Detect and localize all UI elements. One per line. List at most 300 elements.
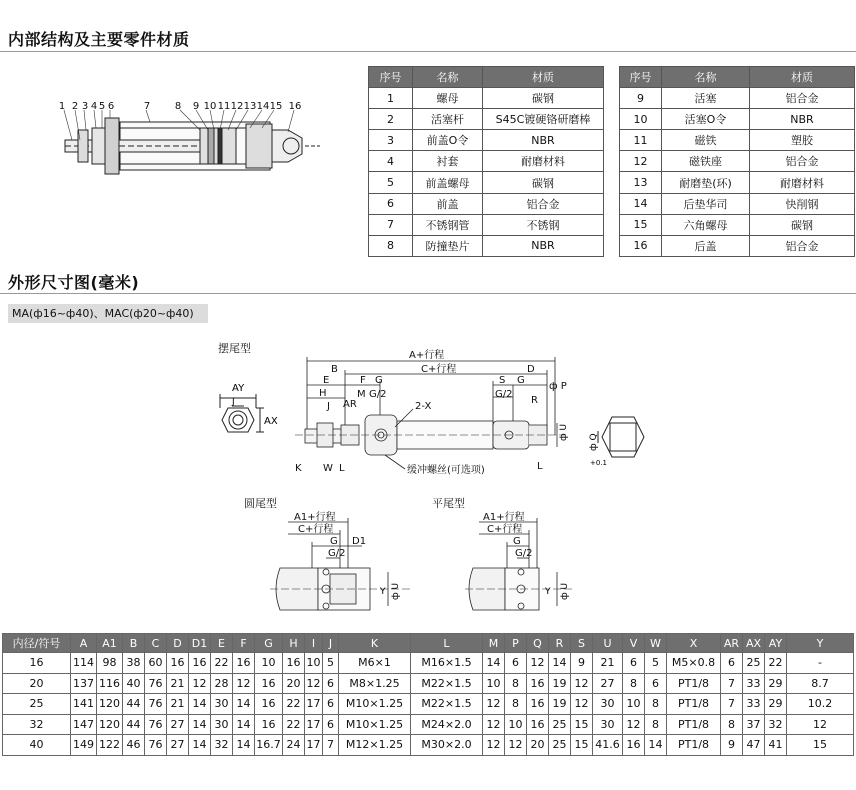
- header-cell: E: [211, 634, 233, 653]
- table-cell: 6: [369, 193, 413, 214]
- table-cell: 碳钢: [750, 214, 855, 235]
- table-cell: 16: [255, 673, 283, 694]
- table-cell: 16: [623, 735, 645, 756]
- table-cell: 12: [189, 673, 211, 694]
- dim-letter: G/2: [515, 548, 533, 559]
- table-cell: 磁铁座: [662, 151, 750, 172]
- table-cell: 10: [483, 673, 505, 694]
- part-number-label: 2: [71, 101, 79, 112]
- table-cell: 碳钢: [483, 172, 604, 193]
- table-cell: 17: [305, 714, 323, 735]
- table-cell: 6: [323, 694, 339, 715]
- dim-letter: B: [331, 364, 338, 375]
- dim-letter: L: [339, 463, 345, 474]
- table-cell: 19: [549, 673, 571, 694]
- table-cell: 25: [549, 714, 571, 735]
- table-cell: 40: [123, 673, 145, 694]
- table-cell: 耐磨材料: [750, 172, 855, 193]
- table-cell: 16: [255, 694, 283, 715]
- table-cell: 28: [211, 673, 233, 694]
- table-row: [3, 653, 854, 674]
- table-cell: 33: [743, 694, 765, 715]
- header-cell: B: [123, 634, 145, 653]
- table-row: [620, 109, 855, 130]
- parts-header-row: [369, 67, 604, 88]
- table-cell: 9: [721, 735, 743, 756]
- table-row: [620, 172, 855, 193]
- header-cell: AX: [743, 634, 765, 653]
- table-cell: 8: [623, 673, 645, 694]
- table-cell: 不锈钢: [483, 214, 604, 235]
- table-cell: 前盖O令: [413, 130, 483, 151]
- section-title-structure: 内部结构及主要零件材质: [8, 30, 190, 49]
- section-title-dimensions: 外形尺寸图(毫米): [8, 273, 140, 292]
- table-row: [369, 214, 604, 235]
- table-cell: 21: [167, 694, 189, 715]
- header-cell: Q: [527, 634, 549, 653]
- table-row: [369, 88, 604, 109]
- table-cell: 8: [645, 714, 667, 735]
- section-divider: [0, 51, 856, 52]
- table-cell: 活塞O令: [662, 109, 750, 130]
- table-cell: 120: [97, 694, 123, 715]
- part-number-label: 12: [230, 101, 244, 112]
- table-cell: 14: [549, 653, 571, 674]
- table-cell: 5: [369, 172, 413, 193]
- header-cell: 序号: [369, 67, 413, 88]
- table-cell: 141: [71, 694, 97, 715]
- table-cell: 32: [3, 714, 71, 735]
- header-cell: D1: [189, 634, 211, 653]
- table-row: [369, 130, 604, 151]
- table-cell: 8.7: [787, 673, 854, 694]
- table-cell: 10: [623, 694, 645, 715]
- table-cell: 21: [593, 653, 623, 674]
- table-cell: 17: [305, 694, 323, 715]
- table-cell: 12: [787, 714, 854, 735]
- table-cell: 25: [743, 653, 765, 674]
- header-cell: A1: [97, 634, 123, 653]
- table-cell: 22: [283, 694, 305, 715]
- part-number-label: 1: [58, 101, 66, 112]
- table-cell: M22×1.5: [411, 694, 483, 715]
- table-cell: M5×0.8: [667, 653, 721, 674]
- table-cell: 12: [623, 714, 645, 735]
- table-cell: 16: [255, 714, 283, 735]
- part-number-label: 15: [269, 101, 283, 112]
- round-type-drawing: [270, 510, 420, 625]
- table-cell: 碳钢: [483, 88, 604, 109]
- parts-header-row: [620, 67, 855, 88]
- table-cell: M16×1.5: [411, 653, 483, 674]
- table-cell: 6: [323, 673, 339, 694]
- table-cell: 44: [123, 694, 145, 715]
- table-cell: 16: [3, 653, 71, 674]
- dim-letter: D1: [352, 536, 367, 547]
- table-cell: 16: [233, 653, 255, 674]
- buffer-screw-label: 缓冲螺丝(可选项): [407, 465, 485, 476]
- table-cell: 12: [483, 735, 505, 756]
- c-stroke-label: C+行程: [298, 524, 334, 535]
- table-cell: 76: [145, 694, 167, 715]
- table-cell: 27: [167, 735, 189, 756]
- phi-u-label: ф U: [391, 582, 401, 600]
- table-cell: 41: [765, 735, 787, 756]
- part-number-label: 7: [143, 101, 151, 112]
- table-cell: 12: [483, 694, 505, 715]
- table-cell: M22×1.5: [411, 673, 483, 694]
- table-cell: 10: [255, 653, 283, 674]
- dim-letter: S: [499, 375, 506, 386]
- table-cell: M10×1.25: [339, 694, 411, 715]
- table-row: [620, 130, 855, 151]
- table-cell: 9: [571, 653, 593, 674]
- header-cell: S: [571, 634, 593, 653]
- table-row: [3, 735, 854, 756]
- table-cell: 14: [189, 735, 211, 756]
- table-cell: 6: [721, 653, 743, 674]
- dim-letter: G: [517, 375, 525, 386]
- table-cell: 30: [211, 714, 233, 735]
- header-cell: I: [305, 634, 323, 653]
- header-cell: C: [145, 634, 167, 653]
- dim-letter: G: [375, 375, 383, 386]
- table-cell: 116: [97, 673, 123, 694]
- internal-structure-drawing: [50, 100, 325, 190]
- header-cell: M: [483, 634, 505, 653]
- table-cell: 铝合金: [483, 193, 604, 214]
- table-cell: 114: [71, 653, 97, 674]
- table-cell: 活塞杆: [413, 109, 483, 130]
- table-cell: 17: [305, 735, 323, 756]
- table-cell: 铝合金: [750, 235, 855, 256]
- table-cell: 铝合金: [750, 88, 855, 109]
- header-cell: 内径/符号: [3, 634, 71, 653]
- table-cell: 1: [369, 88, 413, 109]
- table-cell: 32: [765, 714, 787, 735]
- dim-letter: D: [527, 364, 535, 375]
- dim-letter: G: [330, 536, 338, 547]
- table-cell: 33: [743, 673, 765, 694]
- table-cell: M6×1: [339, 653, 411, 674]
- table-cell: 7: [369, 214, 413, 235]
- table-cell: PT1/8: [667, 714, 721, 735]
- table-cell: -: [787, 653, 854, 674]
- table-cell: 76: [145, 673, 167, 694]
- dim-letter: H: [319, 388, 327, 399]
- table-cell: 27: [167, 714, 189, 735]
- table-cell: 快削钢: [750, 193, 855, 214]
- dim-letter: R: [531, 395, 538, 406]
- phi-p-label: ф P: [549, 381, 567, 392]
- c-stroke-label: C+行程: [421, 364, 457, 375]
- table-cell: 3: [369, 130, 413, 151]
- table-cell: 44: [123, 714, 145, 735]
- two-x-label: 2-X: [415, 401, 432, 412]
- table-cell: 12: [483, 714, 505, 735]
- table-cell: 16: [167, 653, 189, 674]
- table-cell: 14: [189, 694, 211, 715]
- table-row: [3, 673, 854, 694]
- table-row: [369, 235, 604, 256]
- table-cell: 16: [620, 235, 662, 256]
- model-label: MA(ф16~ф40)、MAC(ф20~ф40): [8, 304, 208, 323]
- table-cell: 8: [505, 673, 527, 694]
- table-cell: 12: [233, 673, 255, 694]
- table-cell: 16: [527, 714, 549, 735]
- part-number-label: 10: [203, 101, 217, 112]
- header-cell: 材质: [483, 67, 604, 88]
- table-cell: 8: [369, 235, 413, 256]
- dim-letter: G/2: [495, 389, 513, 400]
- parts-rows: [369, 88, 604, 257]
- table-cell: 5: [645, 653, 667, 674]
- table-cell: PT1/8: [667, 694, 721, 715]
- table-row: [620, 88, 855, 109]
- header-cell: U: [593, 634, 623, 653]
- table-cell: 8: [505, 694, 527, 715]
- table-cell: 122: [97, 735, 123, 756]
- dim-letter: W: [323, 463, 333, 474]
- header-cell: P: [505, 634, 527, 653]
- part-number-label: 4: [90, 101, 98, 112]
- table-cell: 38: [123, 653, 145, 674]
- table-cell: 6: [623, 653, 645, 674]
- flat-type-drawing: [465, 510, 585, 625]
- header-cell: F: [233, 634, 255, 653]
- swing-type-drawing: [285, 345, 575, 480]
- table-cell: 76: [145, 714, 167, 735]
- table-cell: NBR: [750, 109, 855, 130]
- swing-type-label: 摆尾型: [218, 342, 251, 355]
- table-cell: 耐磨材料: [483, 151, 604, 172]
- table-cell: 19: [549, 694, 571, 715]
- round-type-label: 圆尾型: [244, 497, 277, 510]
- table-cell: 16.7: [255, 735, 283, 756]
- table-cell: PT1/8: [667, 735, 721, 756]
- part-number-label: 16: [288, 101, 302, 112]
- table-cell: 30: [593, 694, 623, 715]
- part-number-label: 13: [243, 101, 257, 112]
- table-row: [620, 193, 855, 214]
- dim-letter: M: [357, 389, 366, 400]
- table-cell: 14: [189, 714, 211, 735]
- part-number-label: 3: [81, 101, 89, 112]
- header-cell: K: [339, 634, 411, 653]
- part-number-label: 8: [174, 101, 182, 112]
- table-cell: 12: [527, 653, 549, 674]
- dimensions-table: [2, 633, 854, 756]
- table-cell: 6: [645, 673, 667, 694]
- table-row: [620, 235, 855, 256]
- table-cell: 7: [721, 694, 743, 715]
- table-row: [620, 214, 855, 235]
- header-cell: X: [667, 634, 721, 653]
- table-cell: 20: [527, 735, 549, 756]
- parts-table-right: [619, 66, 855, 257]
- table-cell: 12: [305, 673, 323, 694]
- table-cell: 7: [721, 673, 743, 694]
- table-cell: 16: [527, 694, 549, 715]
- table-cell: M30×2.0: [411, 735, 483, 756]
- part-number-label: 5: [98, 101, 106, 112]
- table-cell: NBR: [483, 235, 604, 256]
- table-cell: NBR: [483, 130, 604, 151]
- part-number-label: 6: [107, 101, 115, 112]
- table-row: [369, 151, 604, 172]
- table-cell: PT1/8: [667, 673, 721, 694]
- table-cell: 98: [97, 653, 123, 674]
- header-cell: 序号: [620, 67, 662, 88]
- table-cell: 16: [283, 653, 305, 674]
- table-cell: 149: [71, 735, 97, 756]
- table-cell: 衬套: [413, 151, 483, 172]
- table-cell: M8×1.25: [339, 673, 411, 694]
- parts-rows: [620, 88, 855, 257]
- table-cell: 12: [571, 673, 593, 694]
- table-cell: 16: [189, 653, 211, 674]
- table-cell: 46: [123, 735, 145, 756]
- table-cell: 16: [527, 673, 549, 694]
- table-cell: 22: [765, 653, 787, 674]
- table-cell: 76: [145, 735, 167, 756]
- dim-letter: F: [360, 375, 366, 386]
- table-cell: 14: [233, 694, 255, 715]
- table-cell: 14: [233, 735, 255, 756]
- table-cell: 活塞: [662, 88, 750, 109]
- table-cell: 32: [211, 735, 233, 756]
- table-cell: 15: [571, 735, 593, 756]
- table-cell: 9: [620, 88, 662, 109]
- table-cell: 25: [549, 735, 571, 756]
- table-cell: 塑胶: [750, 130, 855, 151]
- header-cell: 名称: [413, 67, 483, 88]
- a1-stroke-label: A1+行程: [294, 512, 336, 523]
- flat-type-label: 平尾型: [432, 497, 465, 510]
- table-cell: 10: [305, 653, 323, 674]
- table-cell: 4: [369, 151, 413, 172]
- phi-u-label: ф U: [560, 582, 570, 600]
- table-cell: 14: [645, 735, 667, 756]
- end-view-rear: [590, 405, 650, 475]
- header-cell: L: [411, 634, 483, 653]
- dim-letter: G/2: [369, 389, 387, 400]
- dim-letter: G: [513, 536, 521, 547]
- dim-letter: AY: [232, 383, 245, 394]
- table-row: [369, 193, 604, 214]
- header-cell: D: [167, 634, 189, 653]
- header-cell: V: [623, 634, 645, 653]
- a-stroke-label: A+行程: [409, 350, 445, 361]
- table-cell: 24: [283, 735, 305, 756]
- dim-letter: J: [327, 401, 330, 412]
- table-cell: 耐磨垫(环): [662, 172, 750, 193]
- table-cell: 前盖: [413, 193, 483, 214]
- header-cell: AY: [765, 634, 787, 653]
- part-number-label: 9: [192, 101, 200, 112]
- dim-letter: J: [232, 397, 235, 407]
- table-cell: 前盖螺母: [413, 172, 483, 193]
- table-cell: 30: [211, 694, 233, 715]
- table-cell: 47: [743, 735, 765, 756]
- table-cell: 20: [283, 673, 305, 694]
- table-cell: 41.6: [593, 735, 623, 756]
- header-cell: H: [283, 634, 305, 653]
- header-cell: G: [255, 634, 283, 653]
- part-number-label: 14: [256, 101, 270, 112]
- header-cell: A: [71, 634, 97, 653]
- table-cell: 后盖: [662, 235, 750, 256]
- dim-letter: G/2: [328, 548, 346, 559]
- table-cell: 7: [323, 735, 339, 756]
- table-cell: 21: [167, 673, 189, 694]
- table-cell: 12: [620, 151, 662, 172]
- table-cell: 11: [620, 130, 662, 151]
- table-cell: 60: [145, 653, 167, 674]
- table-cell: 40: [3, 735, 71, 756]
- table-cell: 8: [721, 714, 743, 735]
- dim-letter: AR: [343, 399, 357, 410]
- phi-u-label: ф U: [559, 423, 569, 441]
- table-cell: 30: [593, 714, 623, 735]
- table-cell: 铝合金: [750, 151, 855, 172]
- parts-table-left: [368, 66, 604, 257]
- dim-letter: Y: [545, 587, 551, 597]
- section-divider: [0, 293, 856, 294]
- header-cell: AR: [721, 634, 743, 653]
- table-cell: 6: [323, 714, 339, 735]
- table-row: [3, 714, 854, 735]
- table-row: [369, 172, 604, 193]
- table-cell: 10: [505, 714, 527, 735]
- table-cell: 37: [743, 714, 765, 735]
- dim-letter: L: [537, 461, 543, 472]
- c-stroke-label: C+行程: [487, 524, 523, 535]
- table-cell: M12×1.25: [339, 735, 411, 756]
- table-cell: 22: [211, 653, 233, 674]
- table-cell: S45C镀硬铬研磨棒: [483, 109, 604, 130]
- table-cell: 22: [283, 714, 305, 735]
- table-cell: 25: [3, 694, 71, 715]
- dim-letter: Y: [380, 587, 386, 597]
- table-cell: 137: [71, 673, 97, 694]
- table-cell: 27: [593, 673, 623, 694]
- table-cell: 6: [505, 653, 527, 674]
- end-view-front: [210, 378, 278, 458]
- table-row: [369, 109, 604, 130]
- header-cell: J: [323, 634, 339, 653]
- table-cell: 15: [787, 735, 854, 756]
- part-number-label: 11: [217, 101, 231, 112]
- table-cell: 20: [3, 673, 71, 694]
- dim-letter: E: [323, 375, 330, 386]
- table-cell: 12: [505, 735, 527, 756]
- table-cell: 15: [620, 214, 662, 235]
- table-cell: 5: [323, 653, 339, 674]
- table-cell: 29: [765, 694, 787, 715]
- table-cell: 后垫华司: [662, 193, 750, 214]
- table-cell: M10×1.25: [339, 714, 411, 735]
- table-cell: 防撞垫片: [413, 235, 483, 256]
- table-cell: M24×2.0: [411, 714, 483, 735]
- table-cell: 15: [571, 714, 593, 735]
- table-row: [620, 151, 855, 172]
- phi-q-label: ф Q: [589, 433, 599, 451]
- table-row: [3, 694, 854, 715]
- table-cell: 147: [71, 714, 97, 735]
- tolerance-label: +0.1: [590, 459, 607, 467]
- dim-letter: K: [295, 463, 302, 474]
